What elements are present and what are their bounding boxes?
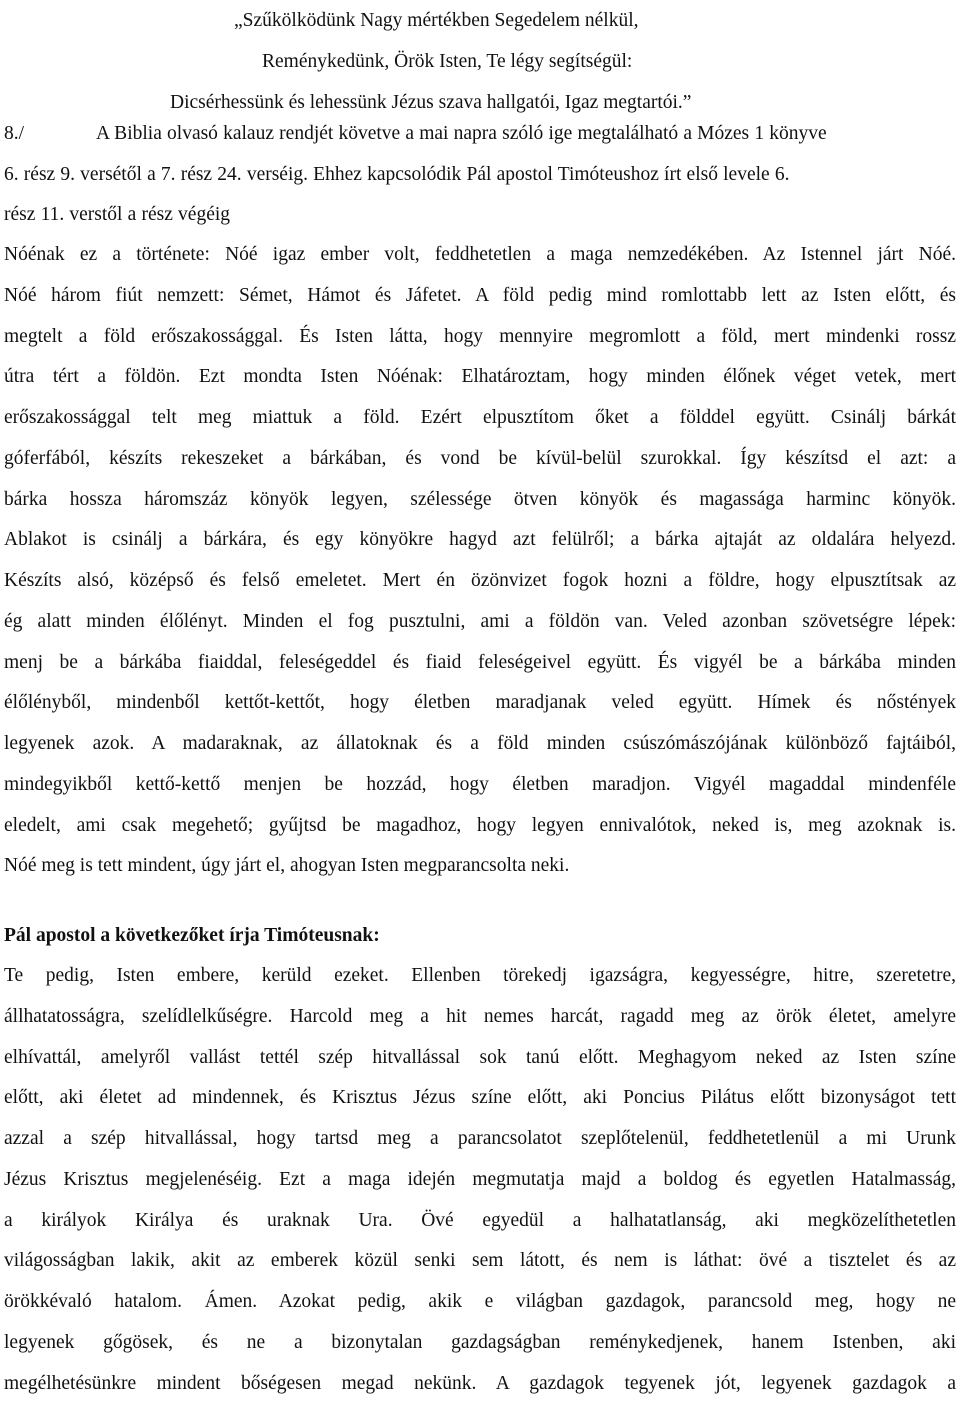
passage-line: legyenek gőgösek, és ne a bizonytalan gazdagságban reménykedjenek, hanem Istenben, aki — [4, 1323, 956, 1364]
passage-line: azzal a szép hitvallással, hogy tartsd meg a parancsolatot szeplőtelenül, feddhetetlenül a mi Urunk — [4, 1119, 956, 1160]
intro-line: 6. rész 9. versétől a 7. rész 24. verséig. Ehhez kapcsolódik Pál apostol Timóteushoz írt első levele 6. — [4, 155, 956, 196]
intro-line: rész 11. verstől a rész végéig — [4, 195, 956, 236]
passage-line: élőlényből, mindenből kettőt-kettőt, hogy életben maradjanak veled együtt. Hímek és nőstények — [4, 683, 956, 724]
passage-line: örökkévaló hatalom. Ámen. Azokat pedig, akik e világban gazdagok, parancsold meg, hogy ne — [4, 1282, 956, 1323]
hymn-line: „Szűkölködünk Nagy mértékben Segedelem nélkül, — [0, 0, 960, 41]
passage-line: ég alatt minden élőlényt. Minden el fog pusztulni, ami a földön van. Veled azonban szövetségre lépek: — [4, 602, 956, 643]
passage-line: Ablakot is csinálj a bárkára, és egy könyökre hagyd azt felülről; a bárka ajtaját az oldalára helyezd. — [4, 520, 956, 561]
passage-line: Nóénak ez a története: Nóé igaz ember volt, feddhetetlen a maga nemzedékében. Az Istennel járt Nóé. — [4, 235, 956, 276]
passage-line: mindegyikből kettő-kettő menjen be hozzád, hogy életben maradjon. Vigyél magaddal mindenféle — [4, 765, 956, 806]
passage-line: megélhetésünkre mindent bőségesen megad nekünk. A gazdagok tegyenek jót, legyenek gazdagok a — [4, 1364, 956, 1404]
passage-line: Készíts alsó, középső és felső emeletet. Mert én özönvizet fogok hozni a földre, hogy elpusztítsak az — [4, 561, 956, 602]
passage-line: bárka hossza háromszáz könyök legyen, szélessége ötven könyök és magassága harminc könyök. — [4, 480, 956, 521]
passage-line: erőszakossággal telt meg miattuk a föld. Ezért elpusztítom őket a földdel együtt. Csinálj bárkát — [4, 398, 956, 439]
passage-line: a királyok Királya és uraknak Ura. Övé egyedül a halhatatlanság, aki megközelíthetetlen — [4, 1201, 956, 1242]
passage-line: Jézus Krisztus megjelenéséig. Ezt a maga idején megmutatja majd a boldog és egyetlen Hatalmasság, — [4, 1160, 956, 1201]
section-number: 8./ — [4, 114, 96, 155]
hymn-verse — [0, 0, 960, 123]
timothy-heading — [4, 915, 380, 956]
heading-text: Pál apostol a következőket írja Timóteusnak: — [4, 925, 380, 946]
intro-text: A Biblia olvasó kalauz rendjét követve a mai napra szóló ige megtalálható a Mózes 1 könyve — [96, 123, 827, 144]
passage-line: elhívattál, amelyről vallást tettél szép hitvallással sok tanú előtt. Meghagyom neked az Isten színe — [4, 1038, 956, 1079]
passage-line: eledelt, ami csak megehető; gyűjtsd be magadhoz, hogy legyen ennivalótok, neked is, meg azoknak is. — [4, 806, 956, 847]
passage-line: Nóé három fiút nemzett: Sémet, Hámot és Jáfetet. A föld pedig mind romlottabb lett az Isten előtt, és — [4, 276, 956, 317]
intro-line — [4, 114, 956, 155]
hymn-line: Dicsérhessünk és lehessünk Jézus szava hallgatói, Igaz megtartói.” — [0, 82, 960, 123]
passage-line: világosságban lakik, akit az emberek közül senki sem látott, és nem is láthat: övé a tisztelet és az — [4, 1241, 956, 1282]
passage-line: Te pedig, Isten embere, kerüld ezeket. Ellenben törekedj igazságra, kegyességre, hitre, szeretetre, — [4, 956, 956, 997]
passage-line: legyenek azok. A madaraknak, az állatoknak és a föld minden csúszómászójának különböző fajtáiból, — [4, 724, 956, 765]
hymn-line: Reménykedünk, Örök Isten, Te légy segítségül: — [0, 41, 960, 82]
passage-line: előtt, aki életet ad mindennek, és Krisztus Jézus színe előtt, aki Poncius Pilátus előtt bizonyságot tett — [4, 1078, 956, 1119]
passage-line: megtelt a föld erőszakossággal. És Isten látta, hogy mennyire megromlott a föld, mert mindenki rossz — [4, 317, 956, 358]
passage-line: góferfából, készíts rekeszeket a bárkában, és vond be kívül-belül szurokkal. Így készítsd el azt: a — [4, 439, 956, 480]
passage-line: állhatatosságra, szelídlelkűségre. Harcold meg a hit nemes harcát, ragadd meg az örök életet, amelyre — [4, 997, 956, 1038]
timothy-passage — [4, 956, 956, 1404]
noah-passage — [4, 235, 956, 887]
passage-line: Nóé meg is tett mindent, úgy járt el, ahogyan Isten megparancsolta neki. — [4, 846, 956, 887]
passage-line: menj be a bárkába fiaiddal, feleségeddel és fiaid feleségeivel együtt. És vigyél be a bárkába minden — [4, 643, 956, 684]
passage-line: útra tért a földön. Ezt mondta Isten Nóénak: Elhatároztam, hogy minden élőnek véget vetek, mert — [4, 357, 956, 398]
reading-intro — [4, 114, 956, 236]
